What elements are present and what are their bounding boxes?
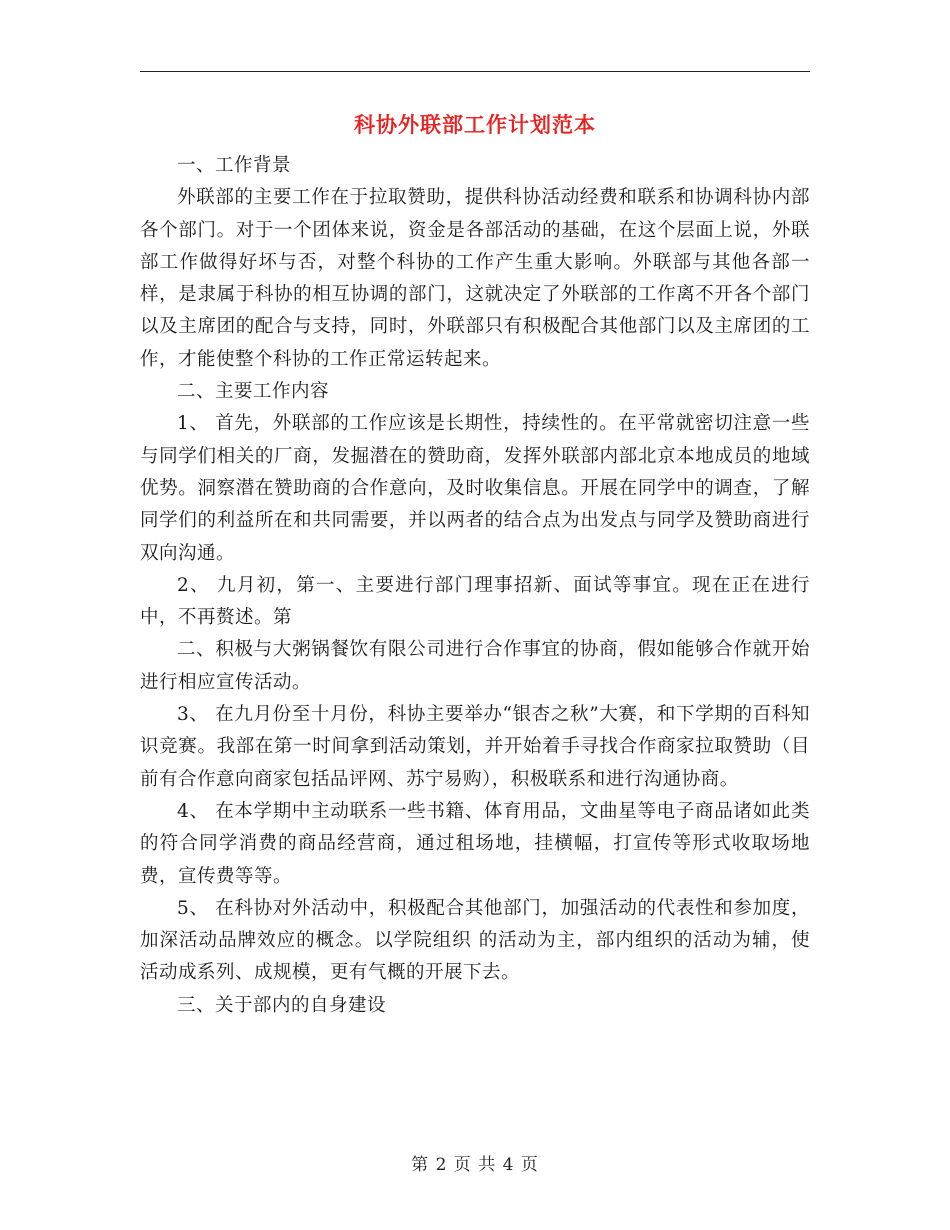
paragraph-background: 外联部的主要工作在于拉取赞助，提供科协活动经费和联系和协调科协内部各个部门。对于一个团体来说，资金是各部活动的基础，在这个层面上说，外联部工作做得好坏与否，对整个科协的工作产生重大影响。外联部与其他各部一样，是隶属于科协的相互协调的部门，这就决定了外联部的工作离不开各个部门以及主席团的配合与支持，同时，外联部只有积极配合其他部门以及主席团的工作，才能使整个科协的工作正常运转起来。 xyxy=(140,187,810,370)
paragraph-item-5: 5、 在科协对外活动中，积极配合其他部门，加强活动的代表性和参加度，加深活动品牌效应的概念。以学院组织 的活动为主，部内组织的活动为辅，使活动成系列、成规模，更有气概的开展下去。 xyxy=(140,897,810,984)
paragraph-item-2: 2、 九月初，第一、主要进行部门理事招新、面试等事宜。现在正在进行中，不再赘述。第 xyxy=(140,574,810,629)
header-rule xyxy=(140,71,810,72)
section-heading-background: 一、工作背景 xyxy=(177,155,292,176)
paragraph-item-3: 3、 在九月份至十月份，科协主要举办“银杏之秋”大赛，和下学期的百科知识竞赛。我部在第一时间拿到活动策划，并开始着手寻找合作商家拉取赞助（目前有合作意向商家包括品评网、苏宁易购），积极联系和进行沟通协商。 xyxy=(140,704,810,790)
document-title: 科协外联部工作计划范本 xyxy=(354,112,596,137)
paragraph-item-2-continued: 二、积极与大粥锅餐饮有限公司进行合作事宜的协商，假如能够合作就开始进行相应宣传活动。 xyxy=(140,639,810,693)
paragraph-item-4: 4、 在本学期中主动联系一些书籍、体育用品，文曲星等电子商品诸如此类的符合同学消费的商品经营商，通过租场地，挂横幅，打宣传等形式收取场地费，宣传费等等。 xyxy=(140,800,810,887)
document-body xyxy=(140,150,810,1022)
page-number-footer: 第 2 页 共 4 页 xyxy=(411,1155,539,1175)
paragraph-item-1: 1、 首先，外联部的工作应该是长期性，持续性的。在平常就密切注意一些与同学们相关的厂商，发掘潜在的赞助商，发挥外联部内部北京本地成员的地域优势。洞察潜在赞助商的合作意向，及时收集信息。开展在同学中的调查，了解同学们的利益所在和共同需要，并以两者的结合点为出发点与同学及赞助商进行双向沟通。 xyxy=(140,413,810,564)
section-heading-self-building: 三、关于部内的自身建设 xyxy=(177,994,387,1016)
section-heading-main-work: 二、主要工作内容 xyxy=(177,381,330,403)
